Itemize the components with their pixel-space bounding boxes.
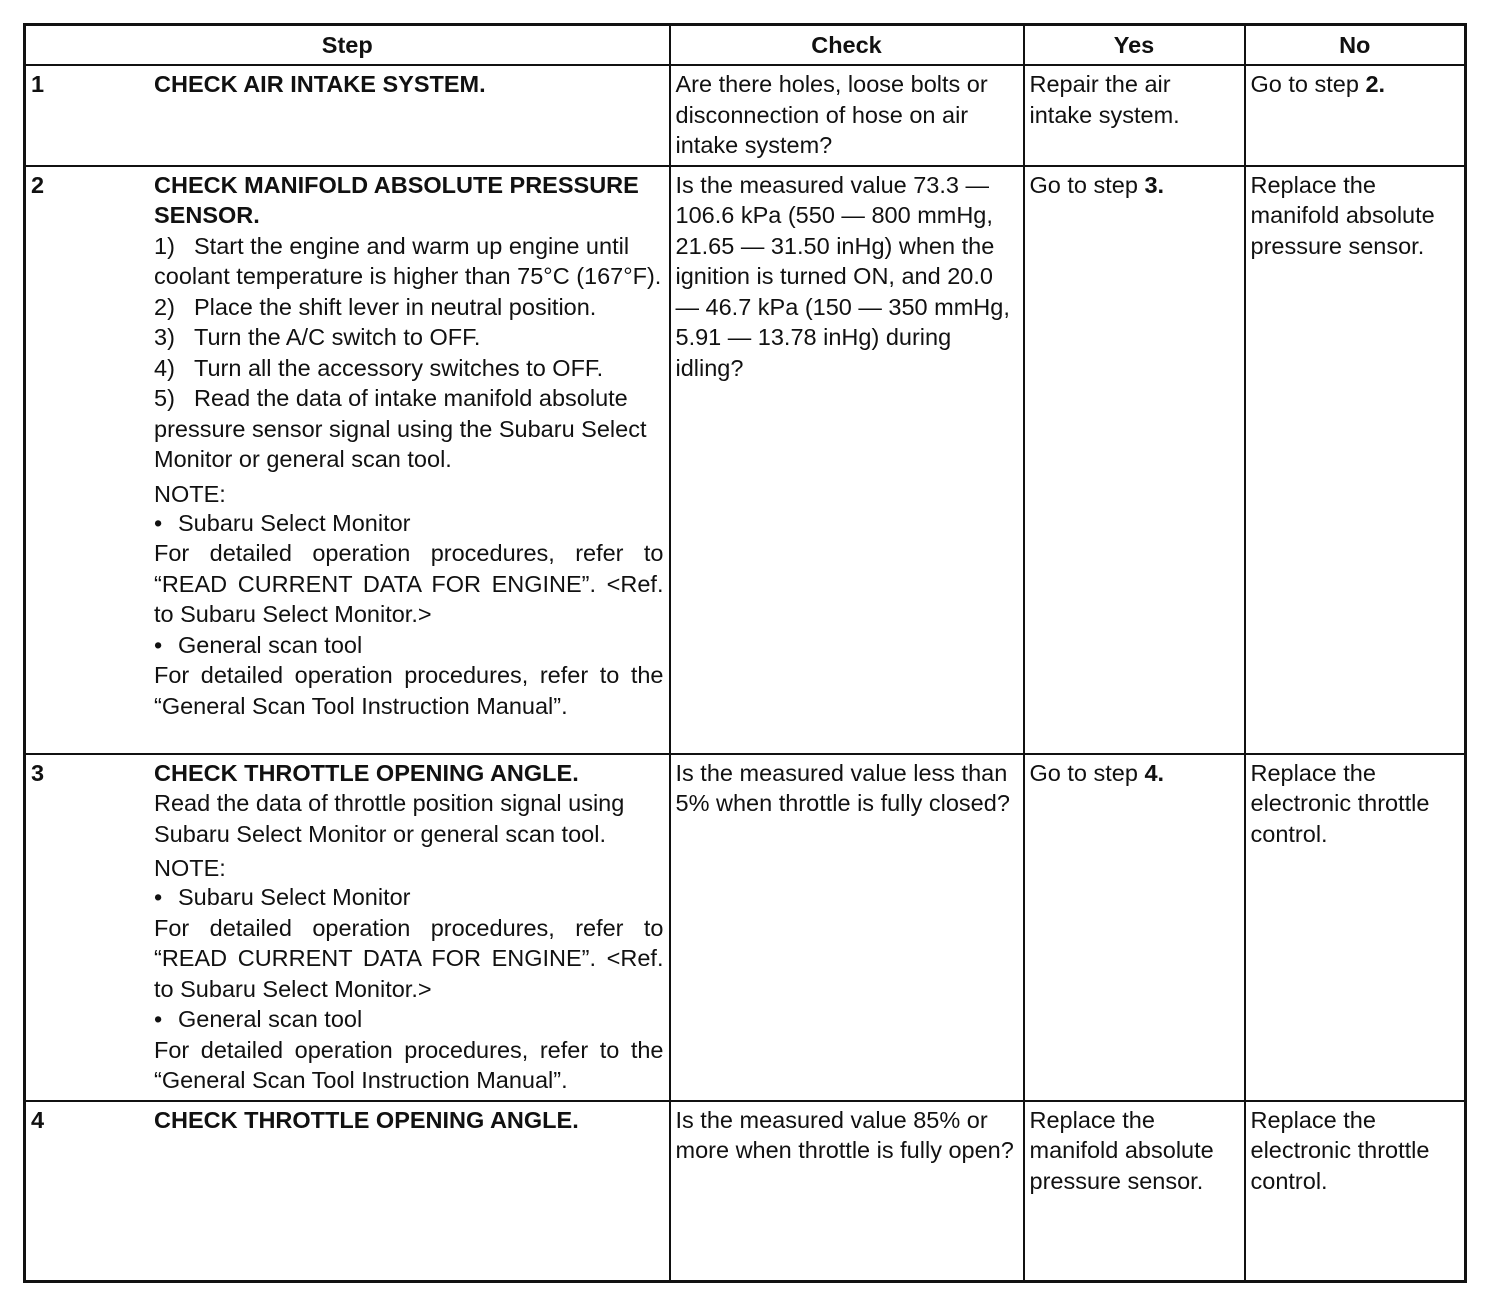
table-row bbox=[25, 65, 1466, 166]
yes-text: Repair the air intake system. bbox=[1029, 71, 1180, 128]
substep-text: Turn all the accessory switches to OFF. bbox=[194, 354, 604, 381]
step-number: 3 bbox=[31, 759, 45, 786]
note-heading: NOTE: bbox=[154, 855, 226, 881]
bullet-label: Subaru Select Monitor bbox=[178, 509, 411, 536]
step-cell bbox=[25, 1101, 670, 1282]
substep-number: 5) bbox=[154, 385, 175, 411]
bullet-item bbox=[154, 508, 664, 539]
step-title: CHECK THROTTLE OPENING ANGLE. bbox=[154, 759, 579, 786]
step-description: Read the data of throttle position signal using Subaru Select Monitor or general scan tool. bbox=[154, 790, 625, 847]
yes-text bbox=[1025, 755, 1244, 793]
substep-number: 1) bbox=[154, 232, 175, 259]
check-text: Is the measured value less than 5% when throttle is fully closed? bbox=[675, 759, 1010, 816]
no-text: Replace the electronic throttle control. bbox=[1250, 759, 1430, 847]
step-cell bbox=[25, 65, 670, 166]
step-title: CHECK AIR INTAKE SYSTEM. bbox=[154, 71, 486, 97]
note-text: For detailed operation procedures, refer to “READ CURRENT DATA FOR ENGINE”. <Ref. to Subaru Select Monitor.> bbox=[154, 540, 664, 627]
substep bbox=[154, 353, 664, 384]
bullet-icon: • bbox=[154, 1006, 163, 1032]
step-ref: 2. bbox=[1365, 71, 1386, 97]
note-heading: NOTE: bbox=[154, 480, 226, 507]
substep bbox=[154, 322, 664, 353]
step-number: 4 bbox=[31, 1106, 45, 1133]
bullet-label: Subaru Select Monitor bbox=[178, 884, 411, 910]
substep-text: Read the data of intake manifold absolute pressure sensor signal using the Subaru Select Monitor or general scan tool. bbox=[154, 385, 647, 472]
yes-cell bbox=[1024, 754, 1245, 1101]
check-cell bbox=[670, 166, 1024, 754]
substep-number: 2) bbox=[154, 293, 175, 320]
yes-cell bbox=[1024, 65, 1245, 166]
note-text: For detailed operation procedures, refer to “READ CURRENT DATA FOR ENGINE”. <Ref. to Subaru Select Monitor.> bbox=[154, 914, 664, 1002]
yes-text: Replace the manifold absolute pressure sensor. bbox=[1029, 1106, 1214, 1194]
yes-text bbox=[1025, 167, 1244, 205]
step-number: 1 bbox=[31, 71, 45, 97]
bullet-label: General scan tool bbox=[178, 631, 363, 658]
step-ref: 3. bbox=[1144, 171, 1165, 198]
step-cell bbox=[25, 754, 670, 1101]
bullet-label: General scan tool bbox=[178, 1006, 363, 1032]
substep-number: 3) bbox=[154, 324, 175, 350]
substep-number: 4) bbox=[154, 354, 175, 381]
no-prefix: Go to step bbox=[1250, 71, 1366, 97]
no-text: Replace the manifold absolute pressure sensor. bbox=[1250, 171, 1435, 259]
substep bbox=[154, 292, 664, 323]
no-text bbox=[1246, 66, 1465, 104]
note-text: For detailed operation procedures, refer to the “General Scan Tool Instruction Manual”. bbox=[154, 662, 664, 719]
no-cell bbox=[1245, 65, 1466, 166]
check-text: Is the measured value 73.3 — 106.6 kPa (550 — 800 mmHg, 21.65 — 31.50 inHg) when the ignition is turned ON, and 20.0 — 46.7 kPa (150 — 350 mmHg, 5.91 — 13.78 inHg) during idling? bbox=[675, 171, 1010, 381]
substep-text: Start the engine and warm up engine until coolant temperature is higher than 75°C (167°F). bbox=[154, 232, 662, 289]
bullet-icon: • bbox=[154, 884, 163, 910]
check-text: Are there holes, loose bolts or disconnection of hose on air intake system? bbox=[675, 71, 988, 158]
bullet-item bbox=[154, 1004, 664, 1035]
no-text: Replace the electronic throttle control. bbox=[1250, 1106, 1430, 1194]
no-cell bbox=[1245, 166, 1466, 754]
check-cell bbox=[670, 65, 1024, 166]
step-title: CHECK THROTTLE OPENING ANGLE. bbox=[154, 1106, 579, 1133]
header-row bbox=[25, 25, 1466, 66]
table-row bbox=[25, 1101, 1466, 1282]
yes-cell bbox=[1024, 166, 1245, 754]
header-no: No bbox=[1245, 25, 1466, 66]
yes-prefix: Go to step bbox=[1029, 171, 1145, 198]
note-text: For detailed operation procedures, refer to the “General Scan Tool Instruction Manual”. bbox=[154, 1036, 664, 1093]
header-step: Step bbox=[25, 25, 670, 66]
no-cell bbox=[1245, 1101, 1466, 1282]
bullet-item bbox=[154, 882, 664, 913]
check-cell bbox=[670, 754, 1024, 1101]
header-yes: Yes bbox=[1024, 25, 1245, 66]
table-row bbox=[25, 754, 1466, 1101]
check-text: Is the measured value 85% or more when throttle is fully open? bbox=[675, 1106, 1014, 1163]
bullet-item bbox=[154, 630, 664, 661]
table-row bbox=[25, 166, 1466, 754]
step-ref: 4. bbox=[1144, 759, 1165, 786]
diagnostic-table bbox=[23, 23, 1467, 1283]
check-cell bbox=[670, 1101, 1024, 1282]
step-title: CHECK MANIFOLD ABSOLUTE PRESSURE SENSOR. bbox=[154, 171, 639, 228]
bullet-icon: • bbox=[154, 631, 163, 658]
yes-cell bbox=[1024, 1101, 1245, 1282]
header-check: Check bbox=[670, 25, 1024, 66]
substep-text: Turn the A/C switch to OFF. bbox=[194, 324, 481, 350]
yes-prefix: Go to step bbox=[1029, 759, 1145, 786]
bullet-icon: • bbox=[154, 509, 163, 536]
step-cell bbox=[25, 166, 670, 754]
substep bbox=[154, 383, 664, 475]
substep bbox=[154, 231, 664, 292]
step-number: 2 bbox=[31, 171, 45, 198]
substep-text: Place the shift lever in neutral position. bbox=[194, 293, 597, 320]
no-cell bbox=[1245, 754, 1466, 1101]
